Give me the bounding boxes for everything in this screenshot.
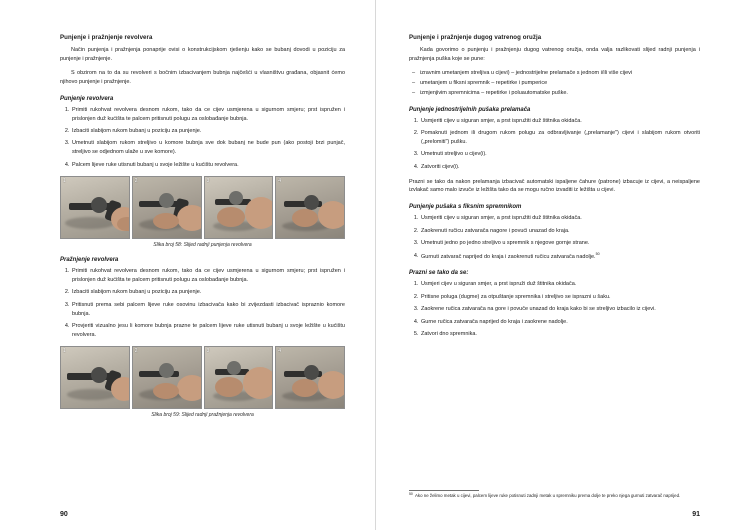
figure-59 bbox=[60, 346, 345, 419]
list-item: 2. Zaokrenuti ručicu zatvarača nagore i povući unazad do kraja. bbox=[420, 227, 700, 236]
photo-frame bbox=[60, 346, 130, 409]
right-subsection-title-unloading: Prazni se tako da se: bbox=[409, 270, 469, 277]
figure-59-caption: Slika broj 59: Slijed radnji pražnjenja revolvera bbox=[151, 412, 254, 419]
support-hand bbox=[215, 377, 243, 397]
left-intro-paragraph-2: S obzirom na to da su revolveri s bočnim izbacivanjem bubnja najčešći u vlasništvu građana, objasnit ćemo njihovo punjenje i pražnjenje. bbox=[60, 69, 345, 85]
hand bbox=[318, 201, 345, 229]
list-item: 3. Pritisnuti prema sebi palcem lijeve ruke osovinu izbacivača kako bi zvijezdasti izbacivač ispraznio komore bubnja. bbox=[71, 301, 345, 319]
fixed-magazine-unloading-steps bbox=[409, 280, 700, 339]
hand bbox=[243, 367, 274, 399]
revolver-cylinder-open bbox=[159, 193, 174, 208]
list-item: 3. Umetnuti streljivo u cijev(i). bbox=[420, 150, 700, 159]
hand bbox=[318, 371, 345, 399]
list-item: – izmjenjivim spremnicima – repetirke i poluautomatske puške. bbox=[420, 89, 700, 98]
figure-58-caption: Slika broj 58: Slijed radnji punjenja revolvera bbox=[153, 242, 252, 249]
right-page bbox=[375, 0, 750, 530]
frame-number: 2 bbox=[134, 347, 138, 354]
right-subsection-title-fixed-magazine: Punjenje pušaka s fiksnim spremnikom bbox=[409, 204, 522, 211]
figure-58 bbox=[60, 176, 345, 249]
left-page-content bbox=[60, 34, 345, 418]
list-item bbox=[420, 252, 700, 262]
list-item: 1. Primiti rukohvat revolvera desnom rukom, tako da ce cijev usmjerena u sigurnom smjeru; prst ispružen i prislonjen duž kućišta te palcem pritisnuti polugu za oslobađanje bubnja. bbox=[71, 267, 345, 285]
list-item: 1. Usmjeri cijev u siguran smjer, a prst ispruži duž štitnika okidača. bbox=[420, 280, 700, 289]
figure-59-frames bbox=[60, 346, 345, 409]
list-item: 2. Izbaciti slabijom rukom bubanj u poziciju za punjenje. bbox=[71, 127, 345, 136]
list-item: – umetanjem u fiksni spremnik – repetirke i pumperice bbox=[420, 79, 700, 88]
loading-steps-list bbox=[60, 106, 345, 170]
revolver-cylinder bbox=[304, 195, 319, 210]
list-item: 4. Palcem lijeve ruke utisnuti bubanj u svoje ležište u kućištu revolvera. bbox=[71, 161, 345, 170]
photo-frame bbox=[204, 176, 274, 239]
footnote-rule bbox=[409, 490, 479, 491]
page-number-left: 90 bbox=[60, 511, 68, 518]
list-item: 3. Zaokrene ručica zatvarača na gore i povuče unazad do kraja kako bi se streljivo izbacilo iz cijevi. bbox=[420, 305, 700, 314]
rifle-types-list bbox=[409, 69, 700, 98]
support-hand bbox=[153, 213, 179, 229]
revolver-cylinder bbox=[91, 197, 107, 213]
list-item: 4. Gurne ručica zatvarača naprijed do kraja i zaokrene nadolje. bbox=[420, 318, 700, 327]
fixed-magazine-loading-steps bbox=[409, 214, 700, 261]
frame-number: 4 bbox=[278, 177, 282, 184]
break-action-unloading-note: Prazni se tako da nakon prelamanja izbacivač automatski ispalјene čahure (patrone) izbacuje iz cijevi, a neispalјene izvlakač samo malo izvuče iz ležišta tako da se mogu ručno izvaditi iz ležišta u cijevi. bbox=[409, 178, 700, 194]
frame-number: 3 bbox=[206, 177, 210, 184]
footnote-area bbox=[409, 482, 700, 500]
footnote-marker: 50 bbox=[409, 492, 413, 497]
photo-frame bbox=[60, 176, 130, 239]
list-item: 2. Pritisne poluga (dugme) za otpuštanje spremnika i streljivo se isprazni u šaku. bbox=[420, 293, 700, 302]
right-intro-paragraph: Kada govorimo o punjenju i pražnjenju dugog vatrenog oružja, onda valja razlikovati slijed radnji punjenja i pražnjenja puška koje se pune: bbox=[409, 47, 700, 62]
hand bbox=[177, 375, 202, 401]
right-subsection-title-break-action: Punjenje jednostrijelnih pušaka prelamača bbox=[409, 106, 531, 113]
footnote-text: Ako ne želimo metak u cijevi, palcem lijeve ruke potisnuti zadnji metak u spremniku prema dolje te preko njega gurnuti zatvarač naprijed. bbox=[415, 493, 681, 499]
revolver-cylinder-open bbox=[229, 191, 243, 205]
list-item: 4. Provjeriti vizualno jesu li komore bubnja prazne te palcem lijeve ruke utisnuti bubanj u svoje ležište u kućištu revolvera. bbox=[71, 322, 345, 340]
footnote-50 bbox=[409, 493, 700, 500]
left-subsection-title-unloading: Pražnjenje revolvera bbox=[60, 257, 119, 264]
list-item: 1. Usmjeriti cijev u siguran smjer, a prst ispružiti duž štitnika okidača. bbox=[420, 214, 700, 223]
support-hand bbox=[153, 383, 179, 399]
fingers bbox=[117, 217, 130, 231]
list-item: 1. Usmjeriti cijev u siguran smjer, a prst ispružiti duž štitnika okidača. bbox=[420, 117, 700, 126]
photo-frame bbox=[275, 176, 345, 239]
page-number-right: 91 bbox=[692, 511, 700, 518]
revolver-ejector-star bbox=[227, 361, 241, 375]
right-section-title: Punjenje i pražnjenje dugog vatrenog oružja bbox=[409, 34, 542, 41]
hand bbox=[177, 205, 202, 231]
revolver-cylinder-open bbox=[159, 363, 174, 378]
frame-number: 1 bbox=[63, 177, 66, 184]
left-intro-paragraph-1: Način punjenja i pražnjenja ponaprije ovisi o konstrukcijskom rješenju kako se bubanj dovodi u poziciju za punjenje i pražnjenje. bbox=[60, 47, 345, 62]
list-item: 2. Pomaknuti jednom ili drugom rukom polugu za odbravljivanje („prelamanje") cijevi i slabijom rukom otvoriti („prelomiti") pušku. bbox=[420, 129, 700, 147]
hand bbox=[111, 377, 130, 401]
break-action-loading-steps bbox=[409, 117, 700, 172]
frame-number: 3 bbox=[206, 347, 210, 354]
list-item-text: Gurnuti zatvarač naprijed do kraja i zaokrenuti ručicu zatvarača nadolje. bbox=[421, 253, 596, 260]
list-item: 3. Umetnuti jedno po jedno streljivo u spremnik s njegove gornje strane. bbox=[420, 239, 700, 248]
photo-frame bbox=[132, 346, 202, 409]
photo-frame bbox=[275, 346, 345, 409]
right-page-content bbox=[409, 34, 700, 339]
footnote-reference: 50 bbox=[595, 251, 600, 256]
support-hand bbox=[292, 379, 318, 397]
hand bbox=[245, 197, 274, 229]
support-hand bbox=[217, 207, 245, 227]
list-item: 1. Primiti rukohvat revolvera desnom rukom, tako da ce cijev usmjerena u sigurnom smjeru; prst ispružen i prislonjen duž kućišta te palcem pritisnuti polugu za oslobađanje bubnja. bbox=[71, 106, 345, 124]
photo-frame bbox=[204, 346, 274, 409]
list-item: 4. Zatvoriti cijev(i). bbox=[420, 163, 700, 172]
frame-number: 2 bbox=[134, 177, 138, 184]
list-item: 5. Zatvori dno spremnika. bbox=[420, 330, 700, 339]
unloading-steps-list bbox=[60, 267, 345, 340]
left-subsection-title-loading: Punjenje revolvera bbox=[60, 95, 114, 102]
photo-frame bbox=[132, 176, 202, 239]
frame-number: 4 bbox=[278, 347, 282, 354]
list-item: – izravnim umetanjem streljiva u cijevi) – jednostrijelne prelamače s jednom i/ili više cijevi bbox=[420, 69, 700, 78]
frame-number: 1 bbox=[63, 347, 66, 354]
list-item: 3. Umetnuti slabijom rukom streljivo u komore bubnja sve dok bubanj ne bude pun (ako postoji brzi punjač, streljivo se odjednom ulaže u sve komore). bbox=[71, 139, 345, 157]
revolver-cylinder bbox=[91, 367, 107, 383]
support-hand bbox=[292, 209, 318, 227]
list-item: 2. Izbaciti slabijom rukom bubanj u poziciju za punjenje. bbox=[71, 288, 345, 297]
left-section-title: Punjenje i pražnjenje revolvera bbox=[60, 34, 153, 41]
figure-58-frames bbox=[60, 176, 345, 239]
